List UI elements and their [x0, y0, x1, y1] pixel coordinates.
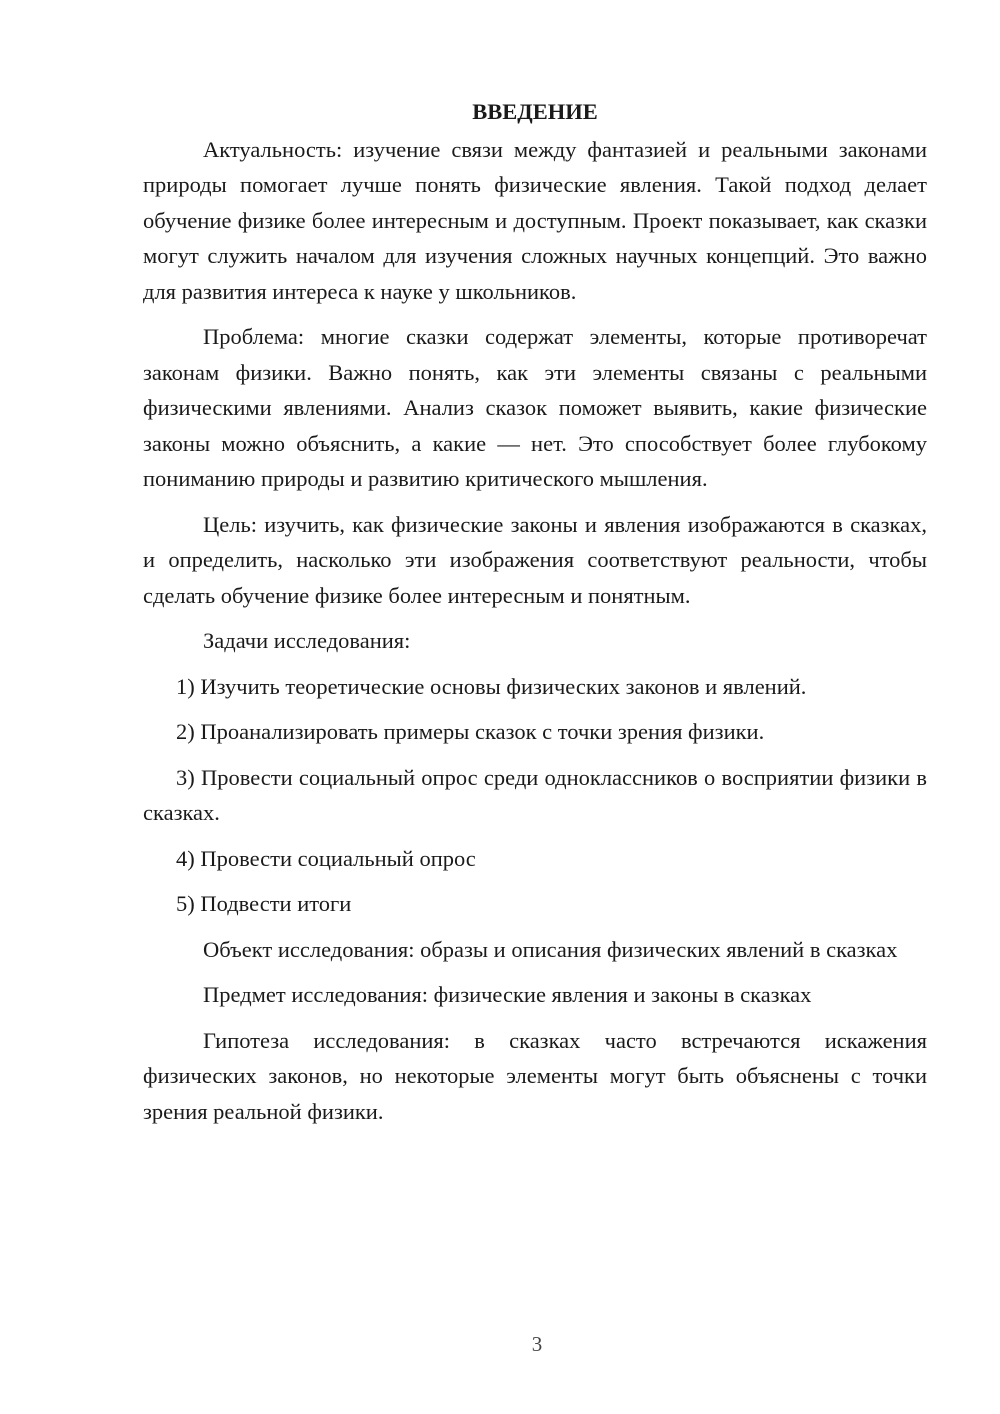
task-item-2: 2) Проанализировать примеры сказок с точки зрения физики. [176, 719, 765, 744]
problem-paragraph: Проблема: многие сказки содержат элементы, которые противоречат законам физики. Важно понять, как эти элементы связаны с реальными физическими явлениями. Анализ сказок поможет выявить, какие физические законы можно объяснить, а какие — нет. Это способствует более глубокому пониманию природы и развитию критического мышления. [143, 324, 927, 491]
goal-paragraph: Цель: изучить, как физические законы и явления изображаются в сказках, и определить, насколько эти изображения соответствуют реальности, чтобы сделать обучение физике более интересным и понятным. [143, 511, 927, 608]
page-number: 3 [531, 1332, 543, 1356]
task-item-3: 3) Провести социальный опрос среди одноклассников о восприятии физики в сказках. [143, 764, 927, 825]
tasks-heading: Задачи исследования: [203, 628, 411, 653]
hypothesis-paragraph: Гипотеза исследования: в сказках часто встречаются искажения физических законов, но некоторые элементы могут быть объяснены с точки зрения реальной физики. [143, 1027, 927, 1124]
page-content [143, 94, 927, 1139]
relevance-paragraph: Актуальность: изучение связи между фантазией и реальными законами природы помогает лучше понять физические явления. Такой подход делает обучение физике более интересным и доступным. Проект показывает, как сказки могут служить началом для изучения сложных научных концепций. Это важно для развития интереса к науке у школьников. [143, 136, 927, 304]
object-paragraph: Объект исследования: образы и описания физических явлений в сказках [203, 936, 898, 962]
task-item-5: 5) Подвести итоги [176, 891, 352, 916]
subject-paragraph: Предмет исследования: физические явления и законы в сказках [203, 982, 812, 1007]
task-item-1: 1) Изучить теоретические основы физических законов и явлений. [176, 673, 807, 699]
task-item-4: 4) Провести социальный опрос [176, 845, 476, 871]
page-title: ВВЕДЕНИЕ [472, 99, 598, 124]
